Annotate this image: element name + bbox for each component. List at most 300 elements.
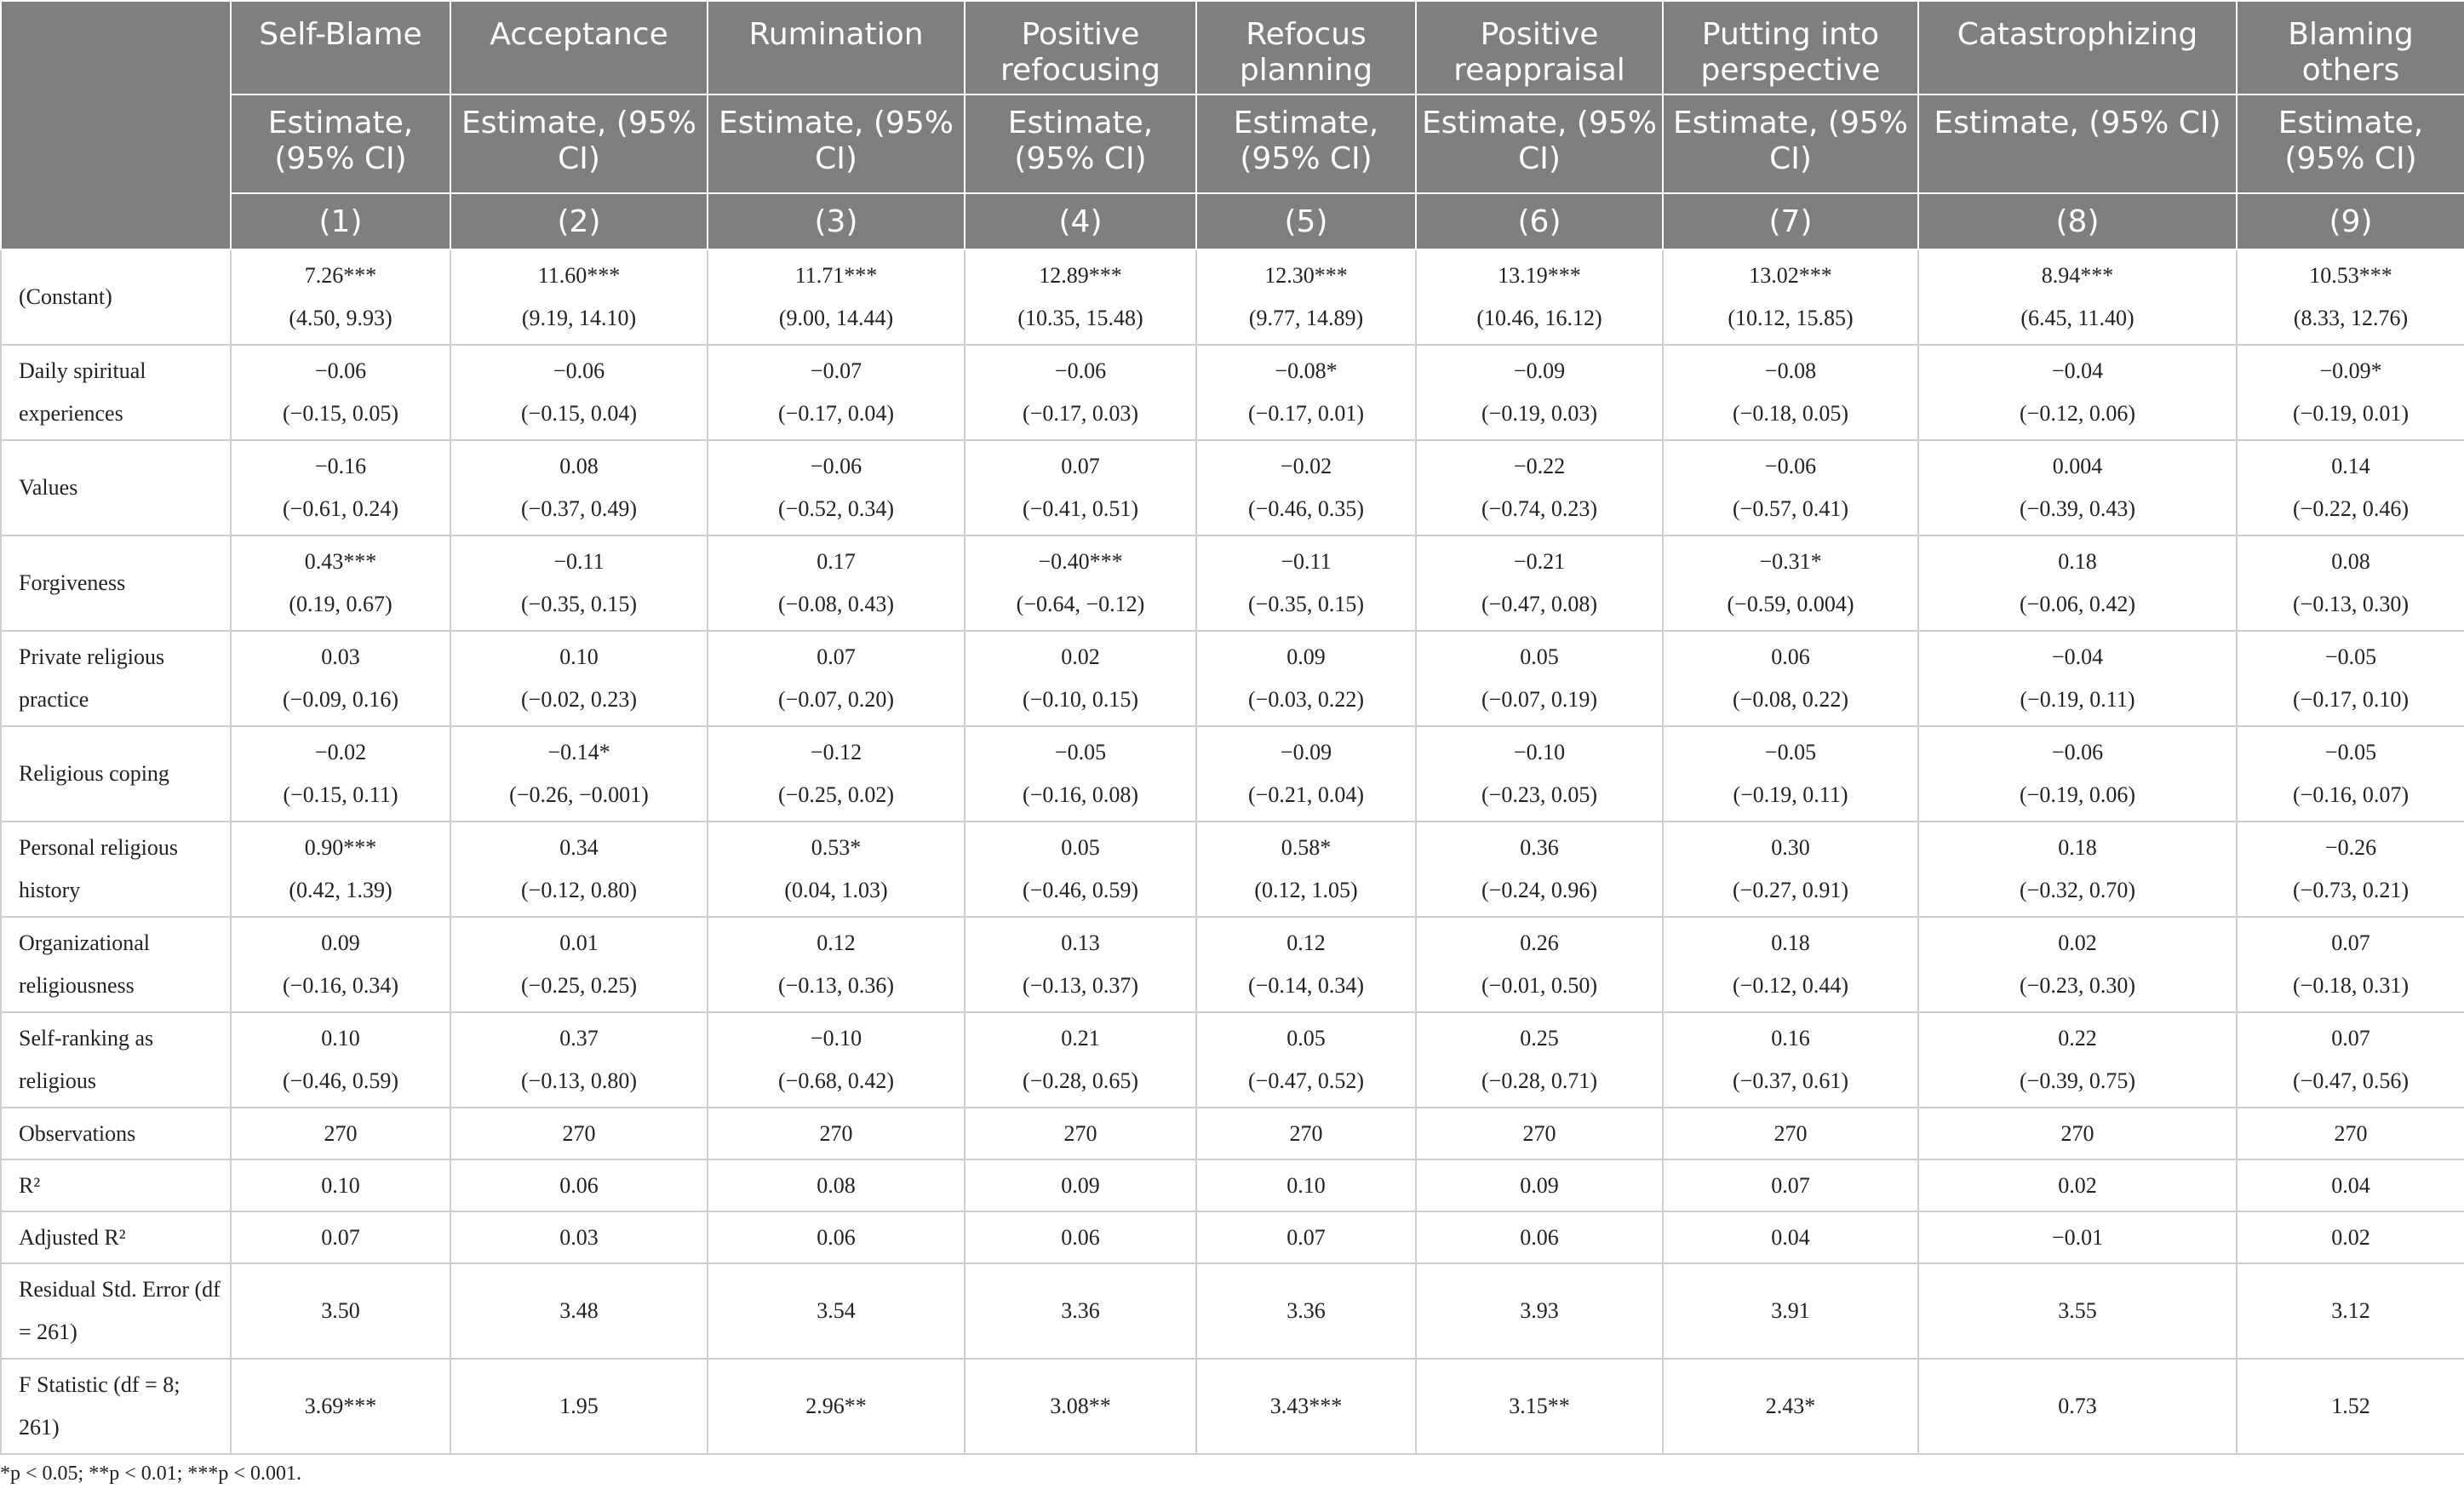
estimate-cell	[708, 440, 965, 535]
table-row	[1, 535, 2464, 631]
stat-value: 3.12	[2237, 1263, 2464, 1359]
estimate-cell	[965, 726, 1196, 822]
table-row	[1, 822, 2464, 917]
stat-value: 3.91	[1663, 1263, 1918, 1359]
confidence-interval: (−0.16, 0.07)	[2293, 782, 2409, 807]
confidence-interval: (−0.15, 0.11)	[283, 782, 398, 807]
estimate-cell	[1918, 535, 2237, 631]
header-estimate-row	[1, 94, 2464, 193]
confidence-interval: (−0.10, 0.15)	[1023, 687, 1138, 712]
estimate-value: 0.07	[1061, 454, 1100, 478]
estimate-value: 0.08	[2331, 549, 2370, 574]
estimate-cell	[1416, 535, 1663, 631]
confidence-interval: (−0.16, 0.34)	[283, 973, 398, 998]
stat-value: 2.43*	[1663, 1359, 1918, 1454]
confidence-interval: (−0.64, −0.12)	[1016, 592, 1145, 616]
confidence-interval: (−0.18, 0.05)	[1733, 401, 1848, 426]
estimate-cell	[1196, 1012, 1416, 1108]
confidence-interval: (−0.73, 0.21)	[2293, 878, 2409, 902]
estimate-value: 0.43***	[304, 549, 377, 574]
estimate-cell	[1918, 1012, 2237, 1108]
column-estimate-label: Estimate, (95% CI)	[708, 94, 965, 193]
estimate-value: −0.05	[1764, 740, 1817, 764]
estimate-cell	[965, 345, 1196, 440]
stat-value: 0.07	[231, 1211, 450, 1263]
stats-row	[1, 1159, 2464, 1211]
stat-value: 0.10	[231, 1159, 450, 1211]
stat-value: 0.04	[1663, 1211, 1918, 1263]
stat-value: 3.43***	[1196, 1359, 1416, 1454]
estimate-cell	[1918, 917, 2237, 1012]
confidence-interval: (−0.01, 0.50)	[1481, 973, 1597, 998]
header-corner	[1, 1, 231, 249]
column-estimate-label: Estimate, (95% CI)	[1196, 94, 1416, 193]
stat-value: 0.73	[1918, 1359, 2237, 1454]
estimate-cell	[965, 631, 1196, 726]
column-estimate-label: Estimate, (95% CI)	[2237, 94, 2464, 193]
estimate-cell	[2237, 631, 2464, 726]
estimate-value: −0.04	[2051, 358, 2104, 383]
row-label: Religious coping	[1, 726, 231, 822]
stat-value: 0.06	[965, 1211, 1196, 1263]
estimate-value: 0.16	[1771, 1026, 1810, 1051]
confidence-interval: (−0.32, 0.70)	[2020, 878, 2135, 902]
table-row	[1, 917, 2464, 1012]
stat-value: 3.93	[1416, 1263, 1663, 1359]
stat-value: 270	[2237, 1108, 2464, 1159]
stat-label: Adjusted R²	[1, 1211, 231, 1263]
stat-value: 270	[708, 1108, 965, 1159]
estimate-cell	[231, 726, 450, 822]
estimate-value: −0.06	[1764, 454, 1817, 478]
estimate-cell	[2237, 535, 2464, 631]
stats-row	[1, 1359, 2464, 1454]
estimate-cell	[708, 249, 965, 345]
confidence-interval: (−0.74, 0.23)	[1481, 496, 1597, 521]
column-estimate-label: Estimate, (95% CI)	[1416, 94, 1663, 193]
confidence-interval: (−0.27, 0.91)	[1733, 878, 1848, 902]
confidence-interval: (−0.35, 0.15)	[1248, 592, 1364, 616]
confidence-interval: (−0.25, 0.02)	[778, 782, 894, 807]
table-row	[1, 345, 2464, 440]
estimate-value: −0.08*	[1275, 358, 1338, 383]
estimate-value: 0.34	[559, 835, 599, 860]
estimate-value: 0.36	[1520, 835, 1559, 860]
confidence-interval: (−0.12, 0.44)	[1733, 973, 1848, 998]
estimate-cell	[1663, 631, 1918, 726]
table-row	[1, 249, 2464, 345]
stat-value: 0.07	[1196, 1211, 1416, 1263]
stat-value: 270	[450, 1108, 708, 1159]
estimate-value: −0.08	[1764, 358, 1817, 383]
estimate-cell	[1196, 822, 1416, 917]
stat-value: 0.07	[1663, 1159, 1918, 1211]
confidence-interval: (−0.03, 0.22)	[1248, 687, 1364, 712]
stat-value: 0.03	[450, 1211, 708, 1263]
estimate-value: 0.07	[2331, 930, 2370, 955]
stat-value: 0.06	[708, 1211, 965, 1263]
estimate-cell	[450, 249, 708, 345]
estimate-value: −0.04	[2051, 644, 2104, 669]
estimate-value: −0.06	[553, 358, 605, 383]
estimate-value: 8.94***	[2041, 263, 2114, 288]
estimate-cell	[965, 917, 1196, 1012]
estimate-cell	[708, 1012, 965, 1108]
row-label: Self-ranking as religious	[1, 1012, 231, 1108]
confidence-interval: (−0.37, 0.49)	[521, 496, 637, 521]
confidence-interval: (0.12, 1.05)	[1254, 878, 1358, 902]
stat-value: 0.09	[965, 1159, 1196, 1211]
estimate-value: 0.05	[1061, 835, 1100, 860]
estimate-value: 0.58*	[1281, 835, 1332, 860]
estimate-value: 12.30***	[1264, 263, 1348, 288]
stat-value: 270	[965, 1108, 1196, 1159]
confidence-interval: (−0.26, −0.001)	[509, 782, 649, 807]
estimate-cell	[2237, 440, 2464, 535]
estimate-value: 13.02***	[1749, 263, 1832, 288]
stat-value: 0.09	[1416, 1159, 1663, 1211]
stats-row	[1, 1108, 2464, 1159]
stat-value: 0.10	[1196, 1159, 1416, 1211]
confidence-interval: (0.19, 0.67)	[289, 592, 393, 616]
stat-value: 3.48	[450, 1263, 708, 1359]
estimate-cell	[450, 1012, 708, 1108]
stat-value: 0.02	[2237, 1211, 2464, 1263]
confidence-interval: (8.33, 12.76)	[2293, 306, 2409, 330]
column-title: Positive refocusing	[965, 1, 1196, 94]
confidence-interval: (−0.52, 0.34)	[778, 496, 894, 521]
column-number: (1)	[231, 193, 450, 249]
estimate-cell	[231, 822, 450, 917]
confidence-interval: (−0.17, 0.04)	[778, 401, 894, 426]
confidence-interval: (−0.08, 0.43)	[778, 592, 894, 616]
estimate-value: 0.07	[2331, 1026, 2370, 1051]
confidence-interval: (9.19, 14.10)	[521, 306, 637, 330]
estimate-value: 0.21	[1061, 1026, 1100, 1051]
stat-value: 270	[1918, 1108, 2237, 1159]
estimate-value: −0.14*	[547, 740, 610, 764]
confidence-interval: (−0.07, 0.19)	[1481, 687, 1597, 712]
estimate-cell	[231, 249, 450, 345]
confidence-interval: (6.45, 11.40)	[2020, 306, 2135, 330]
estimate-cell	[450, 535, 708, 631]
column-title: Catastrophizing	[1918, 1, 2237, 94]
column-title: Self-Blame	[231, 1, 450, 94]
estimate-value: 0.12	[817, 930, 856, 955]
estimate-cell	[708, 345, 965, 440]
estimate-cell	[1196, 917, 1416, 1012]
estimate-value: 0.90***	[304, 835, 377, 860]
estimate-value: −0.02	[1280, 454, 1332, 478]
estimate-cell	[231, 345, 450, 440]
row-label: Organizational religiousness	[1, 917, 231, 1012]
table-row	[1, 1012, 2464, 1108]
estimate-cell	[708, 917, 965, 1012]
estimate-value: 10.53***	[2309, 263, 2392, 288]
estimate-value: 0.08	[559, 454, 599, 478]
stat-value: 3.36	[965, 1263, 1196, 1359]
estimate-cell	[1196, 345, 1416, 440]
estimate-value: 0.07	[817, 644, 856, 669]
estimate-cell	[1416, 917, 1663, 1012]
estimate-cell	[2237, 822, 2464, 917]
column-number: (2)	[450, 193, 708, 249]
estimate-cell	[2237, 917, 2464, 1012]
estimate-value: −0.10	[1513, 740, 1566, 764]
stat-value: 1.52	[2237, 1359, 2464, 1454]
confidence-interval: (−0.37, 0.61)	[1733, 1068, 1848, 1093]
estimate-value: 0.17	[817, 549, 856, 574]
confidence-interval: (−0.18, 0.31)	[2293, 973, 2409, 998]
estimate-cell	[1663, 726, 1918, 822]
estimate-value: −0.16	[314, 454, 367, 478]
estimate-value: 0.12	[1286, 930, 1326, 955]
stat-value: 3.55	[1918, 1263, 2237, 1359]
stat-value: 3.69***	[231, 1359, 450, 1454]
estimate-value: 0.06	[1771, 644, 1810, 669]
confidence-interval: (−0.07, 0.20)	[778, 687, 894, 712]
estimate-cell	[1416, 822, 1663, 917]
estimate-value: 0.004	[2052, 454, 2103, 478]
estimate-cell	[1196, 631, 1416, 726]
column-number: (9)	[2237, 193, 2464, 249]
estimate-cell	[708, 631, 965, 726]
confidence-interval: (−0.13, 0.80)	[521, 1068, 637, 1093]
row-label: Personal religious history	[1, 822, 231, 917]
confidence-interval: (−0.61, 0.24)	[283, 496, 398, 521]
estimate-cell	[1196, 440, 1416, 535]
estimate-value: 0.09	[1286, 644, 1326, 669]
confidence-interval: (−0.46, 0.59)	[283, 1068, 398, 1093]
confidence-interval: (−0.17, 0.01)	[1248, 401, 1364, 426]
header-number-row	[1, 193, 2464, 249]
confidence-interval: (−0.13, 0.36)	[778, 973, 894, 998]
estimate-cell	[965, 535, 1196, 631]
estimate-cell	[1663, 822, 1918, 917]
estimate-cell	[1196, 726, 1416, 822]
confidence-interval: (−0.68, 0.42)	[778, 1068, 894, 1093]
estimate-cell	[708, 822, 965, 917]
stat-value: −0.01	[1918, 1211, 2237, 1263]
estimate-value: 0.10	[559, 644, 599, 669]
estimate-value: 11.60***	[537, 263, 621, 288]
confidence-interval: (−0.06, 0.42)	[2020, 592, 2135, 616]
estimate-value: −0.06	[314, 358, 367, 383]
estimate-value: 0.53*	[811, 835, 862, 860]
estimate-value: −0.07	[810, 358, 862, 383]
confidence-interval: (−0.12, 0.80)	[521, 878, 637, 902]
footnote: *p < 0.05; **p < 0.01; ***p < 0.001.	[0, 1463, 301, 1485]
estimate-cell	[2237, 726, 2464, 822]
estimate-value: 0.03	[321, 644, 360, 669]
confidence-interval: (9.00, 14.44)	[778, 306, 894, 330]
stat-value: 3.50	[231, 1263, 450, 1359]
estimate-cell	[1196, 535, 1416, 631]
estimate-value: 0.09	[321, 930, 360, 955]
estimate-cell	[231, 535, 450, 631]
table-row	[1, 631, 2464, 726]
estimate-value: −0.06	[2051, 740, 2104, 764]
confidence-interval: (10.12, 15.85)	[1728, 306, 1854, 330]
stats-row	[1, 1211, 2464, 1263]
confidence-interval: (−0.16, 0.08)	[1023, 782, 1138, 807]
confidence-interval: (10.46, 16.12)	[1476, 306, 1602, 330]
estimate-cell	[1416, 726, 1663, 822]
stat-value: 270	[1416, 1108, 1663, 1159]
column-number: (5)	[1196, 193, 1416, 249]
stat-value: 3.54	[708, 1263, 965, 1359]
confidence-interval: (−0.02, 0.23)	[521, 687, 637, 712]
table-body	[1, 249, 2464, 1454]
stats-row	[1, 1263, 2464, 1359]
confidence-interval: (−0.39, 0.43)	[2020, 496, 2135, 521]
estimate-cell	[1663, 249, 1918, 345]
confidence-interval: (−0.08, 0.22)	[1733, 687, 1848, 712]
estimate-value: 0.05	[1286, 1026, 1326, 1051]
estimate-cell	[450, 822, 708, 917]
column-title: Refocus planning	[1196, 1, 1416, 94]
confidence-interval: (−0.19, 0.11)	[2020, 687, 2135, 712]
estimate-cell	[1416, 631, 1663, 726]
estimate-value: −0.40***	[1038, 549, 1123, 574]
column-title: Positive reappraisal	[1416, 1, 1663, 94]
estimate-cell	[450, 345, 708, 440]
stat-value: 3.15**	[1416, 1359, 1663, 1454]
stat-label: R²	[1, 1159, 231, 1211]
estimate-cell	[1416, 345, 1663, 440]
estimate-cell	[1196, 249, 1416, 345]
confidence-interval: (−0.22, 0.46)	[2293, 496, 2409, 521]
row-label: Forgiveness	[1, 535, 231, 631]
confidence-interval: (9.77, 14.89)	[1248, 306, 1364, 330]
confidence-interval: (−0.15, 0.05)	[283, 401, 398, 426]
confidence-interval: (−0.23, 0.05)	[1481, 782, 1597, 807]
column-number: (3)	[708, 193, 965, 249]
estimate-value: −0.11	[553, 549, 605, 574]
estimate-value: 12.89***	[1039, 263, 1122, 288]
stat-value: 0.08	[708, 1159, 965, 1211]
estimate-cell	[231, 440, 450, 535]
estimate-value: 0.02	[2058, 930, 2097, 955]
confidence-interval: (4.50, 9.93)	[289, 306, 393, 330]
stat-label: Residual Std. Error (df = 261)	[1, 1263, 231, 1359]
confidence-interval: (−0.14, 0.34)	[1248, 973, 1364, 998]
stat-value: 1.95	[450, 1359, 708, 1454]
estimate-cell	[2237, 345, 2464, 440]
estimate-value: 11.71***	[794, 263, 878, 288]
column-number: (7)	[1663, 193, 1918, 249]
confidence-interval: (10.35, 15.48)	[1017, 306, 1143, 330]
estimate-value: 0.14	[2331, 454, 2370, 478]
column-title: Putting into perspective	[1663, 1, 1918, 94]
estimate-value: 0.18	[1771, 930, 1810, 955]
estimate-cell	[450, 631, 708, 726]
confidence-interval: (−0.47, 0.08)	[1481, 592, 1597, 616]
estimate-cell	[1918, 822, 2237, 917]
table-row	[1, 726, 2464, 822]
confidence-interval: (−0.13, 0.37)	[1023, 973, 1138, 998]
estimate-value: −0.31*	[1759, 549, 1822, 574]
confidence-interval: (−0.39, 0.75)	[2020, 1068, 2135, 1093]
estimate-cell	[1918, 726, 2237, 822]
estimate-value: 0.10	[321, 1026, 360, 1051]
row-label: Values	[1, 440, 231, 535]
confidence-interval: (0.04, 1.03)	[784, 878, 888, 902]
confidence-interval: (−0.19, 0.01)	[2293, 401, 2409, 426]
estimate-cell	[231, 917, 450, 1012]
estimate-value: 7.26***	[304, 263, 377, 288]
estimate-cell	[1663, 345, 1918, 440]
row-label: Daily spiritual experiences	[1, 345, 231, 440]
column-number: (6)	[1416, 193, 1663, 249]
estimate-cell	[1416, 1012, 1663, 1108]
estimate-value: 0.05	[1520, 644, 1559, 669]
estimate-value: −0.22	[1513, 454, 1566, 478]
confidence-interval: (−0.19, 0.11)	[1733, 782, 1848, 807]
estimate-value: 0.25	[1520, 1026, 1559, 1051]
estimate-cell	[708, 535, 965, 631]
confidence-interval: (−0.17, 0.03)	[1023, 401, 1138, 426]
row-label: Private religious practice	[1, 631, 231, 726]
estimate-value: 0.13	[1061, 930, 1100, 955]
estimate-value: −0.09*	[2319, 358, 2382, 383]
column-estimate-label: Estimate, (95% CI)	[450, 94, 708, 193]
estimate-value: −0.02	[314, 740, 367, 764]
estimate-cell	[1663, 535, 1918, 631]
estimate-value: −0.11	[1281, 549, 1332, 574]
estimate-cell	[450, 726, 708, 822]
confidence-interval: (−0.57, 0.41)	[1733, 496, 1848, 521]
stat-value: 0.06	[450, 1159, 708, 1211]
estimate-value: 0.18	[2058, 835, 2097, 860]
estimate-cell	[1918, 249, 2237, 345]
column-estimate-label: Estimate, (95% CI)	[231, 94, 450, 193]
estimate-cell	[450, 440, 708, 535]
stat-value: 270	[231, 1108, 450, 1159]
confidence-interval: (−0.47, 0.56)	[2293, 1068, 2409, 1093]
confidence-interval: (−0.23, 0.30)	[2020, 973, 2135, 998]
estimate-value: 0.22	[2058, 1026, 2097, 1051]
column-title: Blaming others	[2237, 1, 2464, 94]
estimate-cell	[965, 249, 1196, 345]
stat-value: 3.36	[1196, 1263, 1416, 1359]
confidence-interval: (0.42, 1.39)	[289, 878, 393, 902]
estimate-value: −0.09	[1280, 740, 1332, 764]
estimate-cell	[2237, 249, 2464, 345]
estimate-value: −0.10	[810, 1026, 862, 1051]
estimate-cell	[450, 917, 708, 1012]
estimate-cell	[708, 726, 965, 822]
estimate-value: 0.02	[1061, 644, 1100, 669]
column-number: (4)	[965, 193, 1196, 249]
confidence-interval: (−0.46, 0.35)	[1248, 496, 1364, 521]
column-title: Acceptance	[450, 1, 708, 94]
confidence-interval: (−0.13, 0.30)	[2293, 592, 2409, 616]
column-estimate-label: Estimate, (95% CI)	[1918, 94, 2237, 193]
confidence-interval: (−0.12, 0.06)	[2020, 401, 2135, 426]
estimate-cell	[1416, 249, 1663, 345]
confidence-interval: (−0.19, 0.03)	[1481, 401, 1597, 426]
estimate-cell	[965, 440, 1196, 535]
stat-value: 270	[1663, 1108, 1918, 1159]
estimate-value: 0.37	[559, 1026, 599, 1051]
estimate-cell	[1918, 440, 2237, 535]
estimate-cell	[1416, 440, 1663, 535]
estimate-cell	[1918, 631, 2237, 726]
stat-value: 2.96**	[708, 1359, 965, 1454]
confidence-interval: (−0.28, 0.71)	[1481, 1068, 1597, 1093]
estimate-cell	[1663, 917, 1918, 1012]
